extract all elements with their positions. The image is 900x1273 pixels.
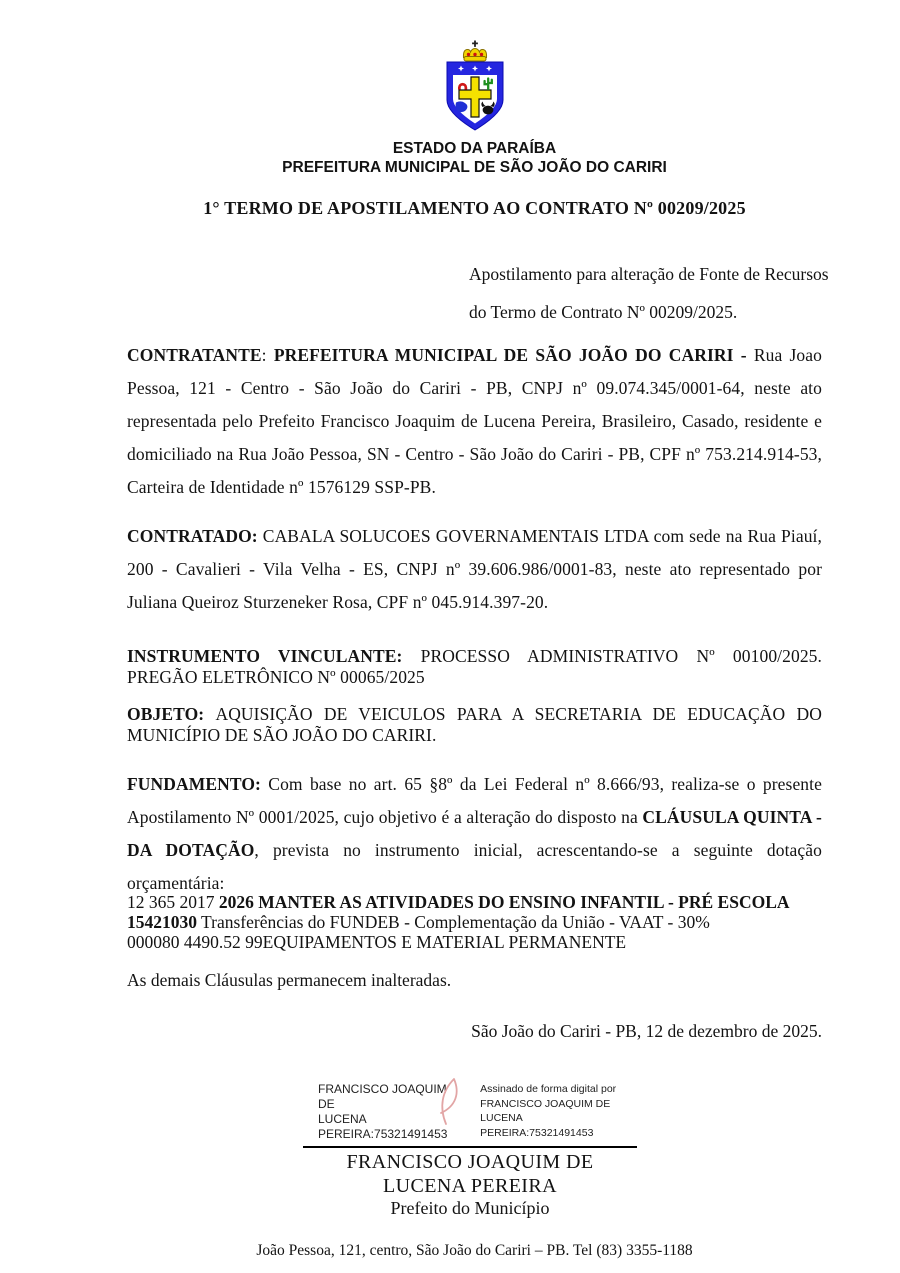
- fundamento-clause-bold: CLÁUSULA QUINTA - DA DOTAÇÃO: [127, 807, 822, 860]
- contratante-text: Rua Joao Pessoa, 121 - Centro - São João do Cariri - PB, CNPJ nº 09.074.345/0001-64, neste ato representada pelo Prefeito Francisco Joaquim de Lucena Pereira, Brasileiro, Casado, residente e domiciliado na Rua João Pessoa, SN - Centro - São João do Cariri - PB, CPF nº 753.214.914-53, Carteira de Identidade nº 1576129 SSP-PB.: [127, 345, 822, 497]
- signer-role: Prefeito do Município: [390, 1198, 550, 1218]
- budget-allocation-block: [127, 892, 822, 952]
- fundamento-label: FUNDAMENTO:: [127, 774, 269, 794]
- date-line: São João do Cariri - PB, 12 de dezembro de 2025.: [471, 1021, 822, 1041]
- header-municipality: PREFEITURA MUNICIPAL DE SÃO JOÃO DO CARIRI: [282, 159, 667, 176]
- budget-source-text: Transferências do FUNDEB - Complementação da União - VAAT - 30%: [197, 912, 710, 932]
- signature-block: [303, 1082, 637, 1219]
- page-footer-address: João Pessoa, 121, centro, São João do Cariri – PB. Tel (83) 3355-1188: [256, 1242, 693, 1259]
- stamp-detail-line: FRANCISCO JOAQUIM DE: [480, 1097, 611, 1110]
- fundamento-text-1: Com base no art. 65 §8º da Lei Federal nº 8.666/93, realiza-se o presente Apostilamento Nº 0001/2025, cujo objetivo é a alteração do disposto na: [127, 774, 822, 827]
- signature-line: [303, 1146, 637, 1148]
- paragraph-contratante: [127, 339, 822, 504]
- paragraph-instrumento-vinculante: [127, 646, 822, 688]
- summary-block: [469, 255, 829, 331]
- paragraph-objeto: [127, 704, 822, 746]
- summary-line: Apostilamento para alteração de Fonte de Recursos: [469, 264, 829, 284]
- signature-squiggle-icon: [433, 1076, 471, 1130]
- digital-signature-stamp: [303, 1082, 637, 1146]
- coat-of-arms-icon: [443, 40, 507, 132]
- paragraph-fundamento: [127, 768, 822, 900]
- stamp-details: [480, 1082, 637, 1140]
- signer-name: FRANCISCO JOAQUIM DE LUCENA PEREIRA: [346, 1151, 594, 1197]
- document-title: 1° TERMO DE APOSTILAMENTO AO CONTRATO Nº 00209/2025: [203, 198, 746, 218]
- document-content: [127, 40, 829, 1219]
- stamp-detail-line: LUCENA PEREIRA:75321491453: [480, 1112, 594, 1139]
- budget-line: [127, 892, 822, 912]
- contratante-colon: :: [261, 345, 274, 365]
- closing-clause: As demais Cláusulas permanecem inalteradas.: [127, 970, 452, 990]
- objeto-text: AQUISIÇÃO DE VEICULOS PARA A SECRETARIA DE EDUCAÇÃO DO MUNICÍPIO DE SÃO JOÃO DO CARIRI.: [127, 704, 822, 745]
- stamp-signer-line: PEREIRA:75321491453: [318, 1127, 448, 1141]
- stamp-signer-line: FRANCISCO JOAQUIM DE: [318, 1082, 447, 1111]
- objeto-label: OBJETO:: [127, 704, 216, 724]
- fundamento-text-2: , prevista no instrumento inicial, acrescentando-se a seguinte dotação orçamentária:: [127, 840, 822, 893]
- stamp-detail-line: Assinado de forma digital por: [480, 1083, 617, 1095]
- paragraph-contratado: [127, 520, 822, 619]
- summary-line: do Termo de Contrato Nº 00209/2025.: [469, 302, 738, 322]
- budget-line: [127, 912, 822, 932]
- contratante-bold-intro: PREFEITURA MUNICIPAL DE SÃO JOÃO DO CARIRI -: [273, 345, 754, 365]
- contratado-label: CONTRATADO:: [127, 526, 263, 546]
- contratado-text: CABALA SOLUCOES GOVERNAMENTAIS LTDA com sede na Rua Piauí, 200 - Cavalieri - Vila Velha - ES, CNPJ nº 39.606.986/0001-83, neste ato representado por Juliana Queiroz Sturzeneker Rosa, CPF nº 045.914.397-20.: [127, 526, 822, 612]
- stamp-signer-line: LUCENA: [318, 1112, 367, 1126]
- header-state: ESTADO DA PARAÍBA: [392, 140, 557, 157]
- budget-line: [127, 932, 822, 952]
- instrumento-label: INSTRUMENTO VINCULANTE:: [127, 646, 421, 666]
- budget-code: 12 365 2017: [127, 892, 219, 912]
- budget-source-code-bold: 15421030: [127, 912, 197, 932]
- contratante-label: CONTRATANTE: [127, 345, 262, 365]
- budget-element-text: 000080 4490.52 99EQUIPAMENTOS E MATERIAL PERMANENTE: [127, 932, 627, 952]
- budget-activity-bold: 2026 MANTER AS ATIVIDADES DO ENSINO INFANTIL - PRÉ ESCOLA: [218, 892, 790, 912]
- instrumento-text: PROCESSO ADMINISTRATIVO Nº 00100/2025. PREGÃO ELETRÔNICO Nº 00065/2025: [127, 646, 822, 687]
